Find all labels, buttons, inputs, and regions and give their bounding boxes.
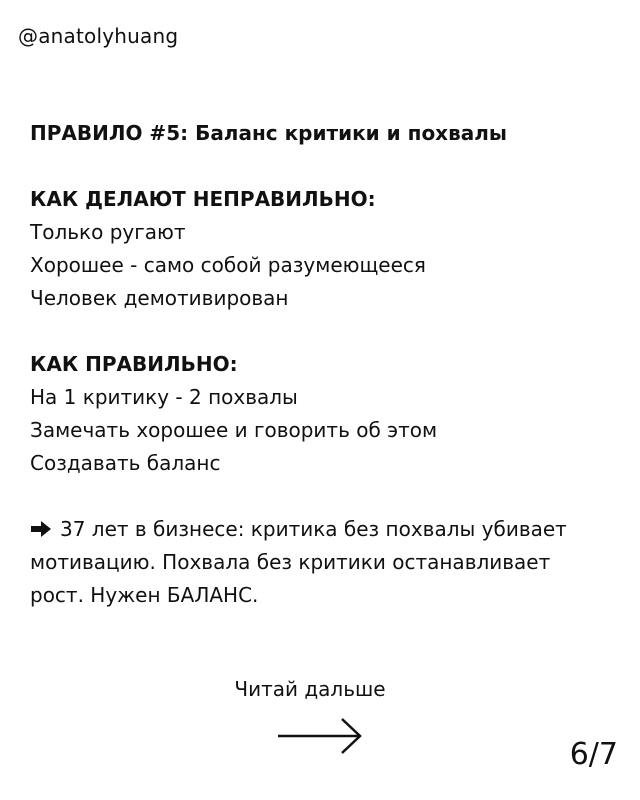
right-item: Создавать баланс (30, 451, 221, 475)
wrong-item: Человек демотивирован (30, 286, 289, 310)
slide-content (30, 117, 620, 612)
conclusion-line: рост. Нужен БАЛАНС. (30, 583, 259, 607)
read-more-label[interactable]: Читай дальше (234, 677, 386, 701)
spacer (30, 150, 620, 183)
wrong-heading: КАК ДЕЛАЮТ НЕПРАВИЛЬНО: (30, 187, 376, 211)
right-heading: КАК ПРАВИЛЬНО: (30, 352, 238, 376)
right-arrow-icon (30, 520, 52, 538)
spacer (30, 480, 620, 513)
right-item: На 1 критику - 2 похвалы (30, 385, 298, 409)
wrong-item: Только ругают (30, 220, 186, 244)
conclusion-line: мотивацию. Похвала без критики останавливает (30, 550, 551, 574)
rule-title: ПРАВИЛО #5: Баланс критики и похвалы (30, 121, 507, 145)
author-handle: @anatolyhuang (18, 24, 179, 48)
right-item: Замечать хорошее и говорить об этом (30, 418, 438, 442)
wrong-item: Хорошее - само собой разумеющееся (30, 253, 426, 277)
conclusion-text: 37 лет в бизнесе: критика без похвалы убивает (60, 517, 567, 541)
conclusion-line (30, 513, 620, 546)
page-counter: 6/7 (569, 737, 618, 772)
long-arrow-right-icon[interactable] (276, 714, 364, 758)
spacer (30, 315, 620, 348)
